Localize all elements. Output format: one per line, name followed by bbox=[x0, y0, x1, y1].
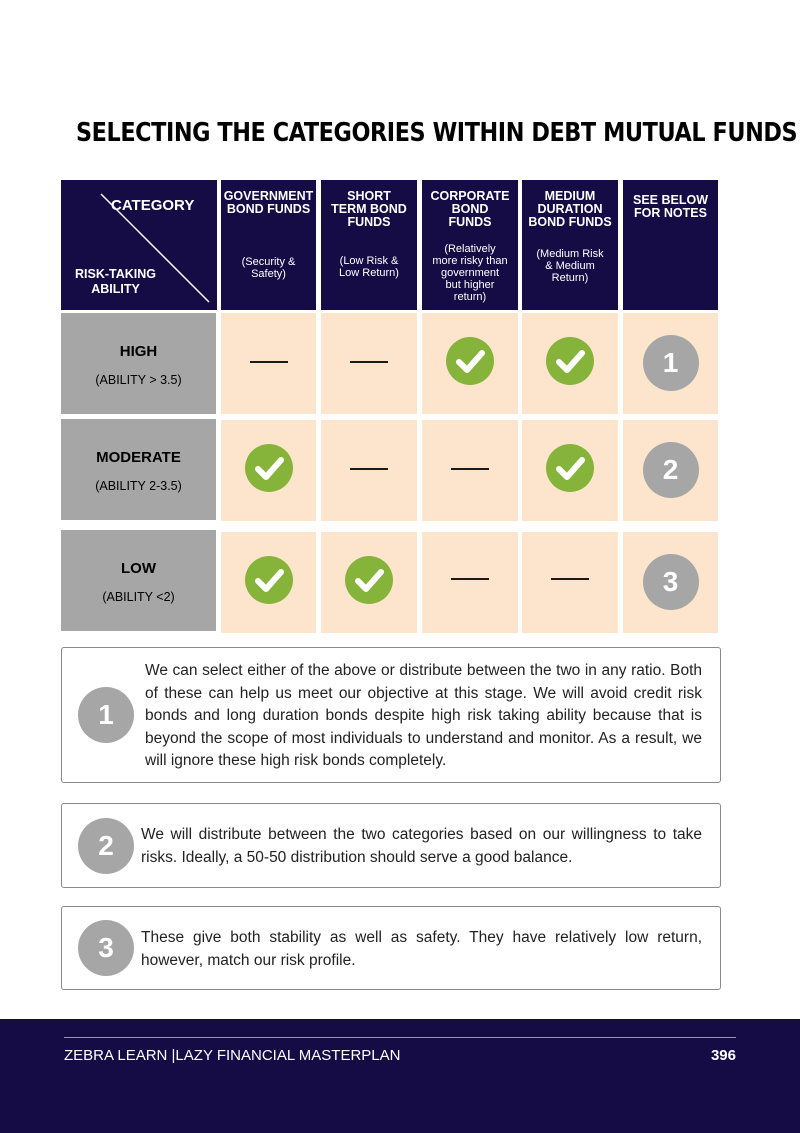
column-title-line: DURATION bbox=[537, 202, 603, 216]
column-subtitle bbox=[422, 243, 518, 303]
column-title bbox=[623, 194, 718, 220]
column-header bbox=[522, 180, 618, 310]
column-subtitle-line: government bbox=[440, 267, 500, 279]
risk-taking-ability-label bbox=[75, 267, 156, 297]
table-cell bbox=[522, 420, 618, 521]
table-cell bbox=[522, 313, 618, 414]
page-footer bbox=[0, 1019, 800, 1133]
table-cell bbox=[623, 420, 718, 521]
table-cell bbox=[522, 532, 618, 633]
table-cell bbox=[422, 313, 518, 414]
table-cell bbox=[623, 532, 718, 633]
column-title-line: BOND FUNDS bbox=[226, 202, 311, 216]
table-cell bbox=[422, 532, 518, 633]
row-label bbox=[61, 419, 216, 520]
column-title bbox=[422, 190, 518, 229]
column-subtitle-line: Safety) bbox=[251, 268, 286, 280]
checkmark-icon bbox=[345, 556, 393, 604]
column-header bbox=[221, 180, 316, 310]
footer-divider bbox=[64, 1037, 736, 1038]
column-title bbox=[522, 190, 618, 229]
not-applicable-dash bbox=[250, 361, 288, 363]
column-subtitle-line: more risky than bbox=[432, 255, 508, 267]
table-cell bbox=[321, 313, 417, 414]
column-header bbox=[321, 180, 417, 310]
table-cell bbox=[422, 420, 518, 521]
note-number-badge: 1 bbox=[643, 335, 699, 391]
row-level: MODERATE bbox=[96, 449, 181, 466]
column-title-line: CORPORATE bbox=[430, 189, 510, 203]
row-ability-range: (ABILITY 2-3.5) bbox=[95, 479, 182, 493]
checkmark-icon bbox=[546, 444, 594, 492]
not-applicable-dash bbox=[451, 468, 489, 470]
table-cell bbox=[623, 313, 718, 414]
page-number: 396 bbox=[710, 1047, 736, 1064]
column-title bbox=[321, 190, 417, 229]
footer-brand: ZEBRA LEARN |LAZY FINANCIAL MASTERPLAN bbox=[64, 1047, 401, 1064]
column-subtitle-line: & Medium bbox=[545, 260, 595, 272]
note-text: We can select either of the above or distribute between the two in any ratio. Both of these can help us meet our objective at this stage. We will avoid credit risk bonds and long duration bonds despite high risk taking ability because that is beyond the scope of most individuals to understand and monitor. As a result, we will ignore these high risk bonds completely. bbox=[145, 662, 702, 769]
table-cell bbox=[221, 532, 316, 633]
table-cell bbox=[321, 420, 417, 521]
table-cell bbox=[321, 532, 417, 633]
table-cell bbox=[221, 313, 316, 414]
not-applicable-dash bbox=[350, 468, 388, 470]
corner-header bbox=[61, 180, 217, 310]
column-subtitle bbox=[522, 248, 618, 284]
row-level: HIGH bbox=[119, 343, 158, 360]
column-title-line: BOND bbox=[451, 202, 489, 216]
note-number-icon: 2 bbox=[78, 818, 134, 874]
column-subtitle-line: (Security & bbox=[241, 256, 296, 268]
column-subtitle-line: but higher bbox=[445, 279, 495, 291]
column-header bbox=[623, 180, 718, 310]
note-box bbox=[61, 803, 721, 888]
column-subtitle-line: (Low Risk & bbox=[339, 255, 399, 267]
note-box bbox=[61, 906, 721, 990]
row-ability-range: (ABILITY <2) bbox=[102, 590, 175, 604]
column-title-line: FUNDS bbox=[448, 215, 492, 229]
column-subtitle-line: Low Return) bbox=[339, 267, 399, 279]
table-cell bbox=[221, 420, 316, 521]
row-label bbox=[61, 313, 216, 414]
not-applicable-dash bbox=[551, 578, 589, 580]
column-subtitle bbox=[221, 256, 316, 280]
column-title-line: SEE BELOW bbox=[632, 193, 708, 207]
note-number-badge: 2 bbox=[643, 442, 699, 498]
note-number-badge: 3 bbox=[643, 554, 699, 610]
column-title bbox=[221, 190, 316, 216]
checkmark-icon bbox=[245, 444, 293, 492]
checkmark-icon bbox=[446, 337, 494, 385]
column-title-line: SHORT bbox=[347, 189, 391, 203]
ability-line-2: ABILITY bbox=[91, 282, 140, 296]
not-applicable-dash bbox=[350, 361, 388, 363]
note-number-icon: 1 bbox=[78, 687, 134, 743]
column-header bbox=[422, 180, 518, 310]
not-applicable-dash bbox=[451, 578, 489, 580]
category-label: CATEGORY bbox=[111, 197, 195, 214]
row-ability-range: (ABILITY > 3.5) bbox=[95, 373, 182, 387]
column-subtitle bbox=[321, 255, 417, 279]
ability-line-1: RISK-TAKING bbox=[75, 267, 157, 281]
column-subtitle-line: (Medium Risk bbox=[536, 248, 604, 260]
checkmark-icon bbox=[546, 337, 594, 385]
note-text: We will distribute between the two categories based on our willingness to take risks. Ideally, a 50-50 distribution should serve a good balance. bbox=[141, 826, 702, 866]
column-title-line: BOND FUNDS bbox=[528, 215, 612, 229]
column-title-line: TERM BOND bbox=[331, 202, 407, 216]
column-title-line: GOVERNMENT bbox=[223, 189, 314, 203]
column-subtitle-line: Return) bbox=[551, 272, 589, 284]
column-subtitle-line: return) bbox=[453, 291, 487, 303]
row-level: LOW bbox=[121, 560, 156, 577]
row-label bbox=[61, 530, 216, 631]
checkmark-icon bbox=[245, 556, 293, 604]
column-title-line: FUNDS bbox=[347, 215, 391, 229]
note-text: These give both stability as well as safety. They have relatively low return, however, match our risk profile. bbox=[141, 929, 702, 969]
column-title-line: MEDIUM bbox=[544, 189, 596, 203]
page-title: SELECTING THE CATEGORIES WITHIN DEBT MUTUAL FUNDS bbox=[76, 118, 798, 148]
note-number-icon: 3 bbox=[78, 920, 134, 976]
column-subtitle-line: (Relatively bbox=[444, 243, 496, 255]
note-box bbox=[61, 647, 721, 783]
column-title-line: FOR NOTES bbox=[634, 206, 707, 220]
